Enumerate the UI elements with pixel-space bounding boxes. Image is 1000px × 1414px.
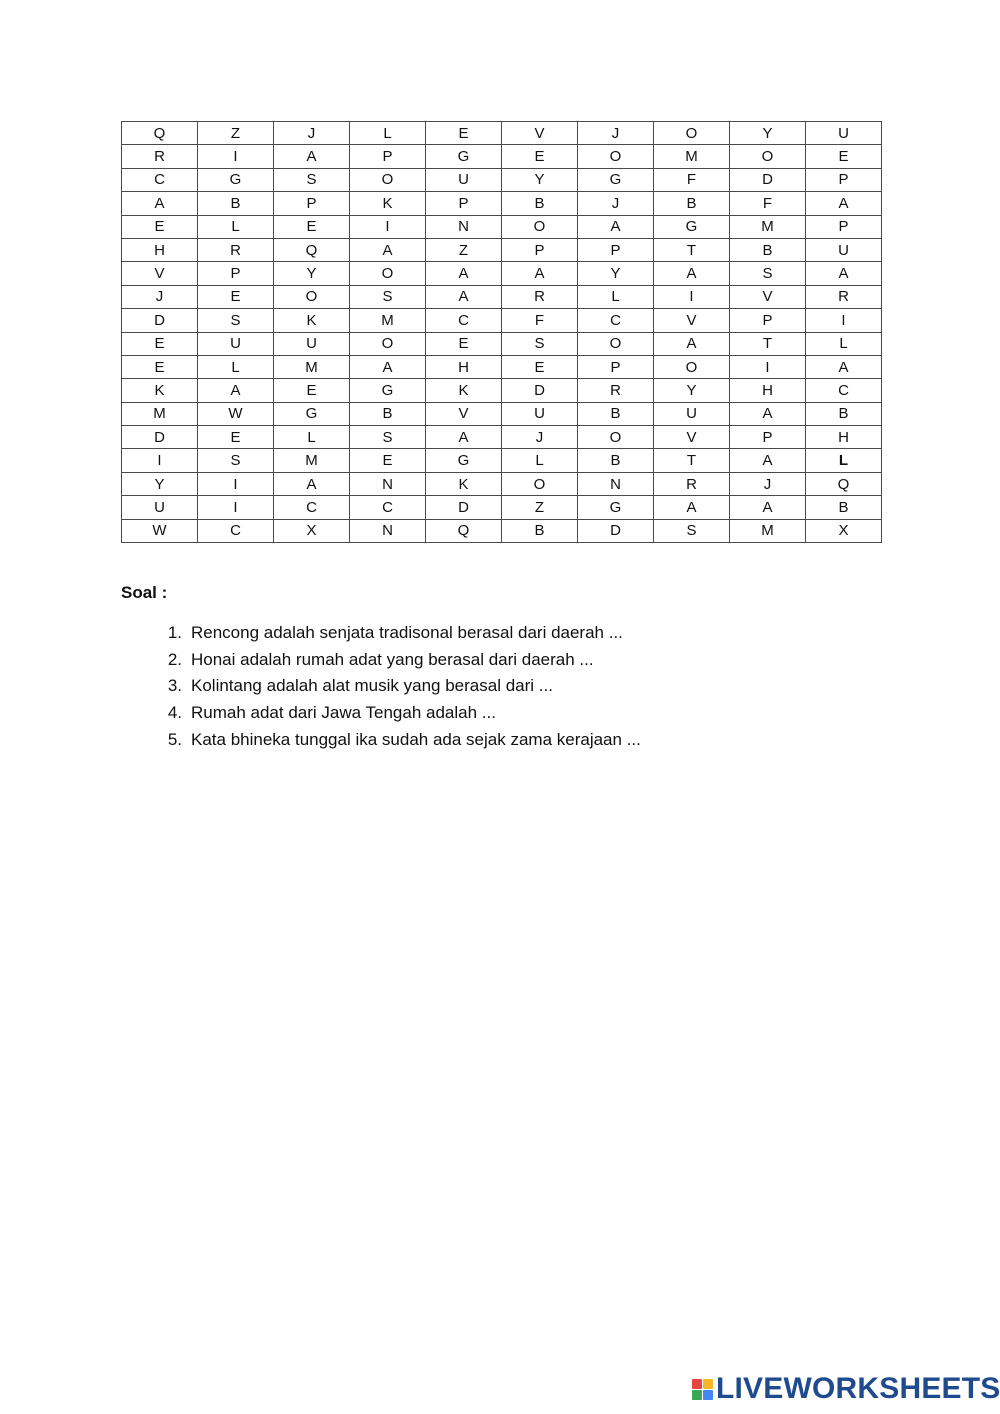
grid-cell[interactable]: N xyxy=(350,472,426,495)
grid-cell[interactable]: K xyxy=(122,379,198,402)
grid-cell[interactable]: U xyxy=(198,332,274,355)
grid-row xyxy=(122,519,882,542)
question-text: Honai adalah rumah adat yang berasal dari daerah ... xyxy=(191,649,594,669)
grid-row xyxy=(122,496,882,519)
grid-cell[interactable]: U xyxy=(274,332,350,355)
grid-cell[interactable]: A xyxy=(578,215,654,238)
grid-cell[interactable]: N xyxy=(350,519,426,542)
grid-cell[interactable]: H xyxy=(730,379,806,402)
grid-cell[interactable]: O xyxy=(654,122,730,145)
grid-cell[interactable]: A xyxy=(730,402,806,425)
liveworksheets-logo[interactable] xyxy=(692,1374,1000,1404)
grid-cell[interactable]: C xyxy=(274,496,350,519)
grid-cell[interactable]: U xyxy=(654,402,730,425)
grid-cell[interactable]: K xyxy=(426,379,502,402)
grid-cell[interactable]: A xyxy=(654,262,730,285)
question-item xyxy=(121,649,641,676)
grid-cell[interactable]: Z xyxy=(502,496,578,519)
grid-cell[interactable]: Y xyxy=(654,379,730,402)
grid-cell[interactable]: O xyxy=(502,215,578,238)
grid-cell[interactable]: D xyxy=(502,379,578,402)
logo-mark-tile xyxy=(692,1379,702,1389)
grid-cell[interactable]: C xyxy=(578,309,654,332)
grid-cell[interactable]: A xyxy=(806,355,882,378)
grid-cell[interactable]: A xyxy=(806,262,882,285)
grid-cell[interactable]: P xyxy=(350,145,426,168)
grid-cell[interactable]: W xyxy=(198,402,274,425)
grid-cell[interactable]: E xyxy=(350,449,426,472)
grid-cell[interactable]: B xyxy=(806,496,882,519)
grid-cell[interactable]: P xyxy=(502,238,578,261)
grid-cell[interactable]: V xyxy=(122,262,198,285)
grid-cell[interactable]: Y xyxy=(122,472,198,495)
grid-cell[interactable]: A xyxy=(350,355,426,378)
logo-text: LIVEWORKSHEETS xyxy=(716,1372,1000,1405)
grid-cell[interactable]: F xyxy=(730,192,806,215)
grid-row xyxy=(122,168,882,191)
question-text: Rumah adat dari Jawa Tengah adalah ... xyxy=(191,703,496,723)
grid-cell[interactable]: T xyxy=(654,449,730,472)
grid-cell[interactable]: M xyxy=(274,449,350,472)
grid-cell[interactable]: I xyxy=(350,215,426,238)
grid-cell[interactable]: E xyxy=(502,355,578,378)
grid-cell[interactable]: O xyxy=(578,332,654,355)
grid-cell[interactable]: P xyxy=(806,168,882,191)
logo-mark-tile xyxy=(703,1390,713,1400)
grid-cell[interactable]: D xyxy=(122,309,198,332)
grid-cell[interactable]: D xyxy=(122,426,198,449)
grid-cell[interactable]: P xyxy=(730,426,806,449)
grid-cell[interactable]: J xyxy=(578,192,654,215)
grid-cell[interactable]: Y xyxy=(730,122,806,145)
grid-cell[interactable]: L xyxy=(502,449,578,472)
grid-cell[interactable]: A xyxy=(730,496,806,519)
grid-cell[interactable]: V xyxy=(426,402,502,425)
grid-cell[interactable]: S xyxy=(502,332,578,355)
grid-cell[interactable]: R xyxy=(806,285,882,308)
grid-cell[interactable]: C xyxy=(198,519,274,542)
grid-cell[interactable]: A xyxy=(502,262,578,285)
grid-cell[interactable]: A xyxy=(122,192,198,215)
grid-cell[interactable]: O xyxy=(350,332,426,355)
question-text: Kata bhineka tunggal ika sudah ada sejak zama kerajaan ... xyxy=(191,729,641,749)
grid-cell[interactable]: O xyxy=(730,145,806,168)
grid-cell[interactable]: C xyxy=(122,168,198,191)
question-item xyxy=(121,675,641,702)
question-number: 3. xyxy=(167,676,182,696)
grid-cell[interactable]: A xyxy=(654,332,730,355)
grid-cell[interactable]: Z xyxy=(198,122,274,145)
grid-cell[interactable]: K xyxy=(350,192,426,215)
grid-cell[interactable]: L xyxy=(350,122,426,145)
grid-cell[interactable]: E xyxy=(198,285,274,308)
grid-cell[interactable]: J xyxy=(122,285,198,308)
logo-mark-tile xyxy=(703,1379,713,1389)
grid-cell[interactable]: H xyxy=(426,355,502,378)
grid-cell[interactable]: P xyxy=(578,238,654,261)
grid-cell[interactable]: P xyxy=(198,262,274,285)
grid-cell[interactable]: O xyxy=(350,262,426,285)
soal-title: Soal : xyxy=(121,583,168,602)
grid-cell[interactable]: G xyxy=(578,496,654,519)
question-item xyxy=(121,622,641,649)
grid-cell[interactable]: O xyxy=(350,168,426,191)
grid-row xyxy=(122,145,882,168)
grid-cell[interactable]: P xyxy=(578,355,654,378)
question-item xyxy=(121,729,641,756)
grid-cell[interactable]: H xyxy=(122,238,198,261)
grid-cell[interactable]: L xyxy=(274,426,350,449)
question-number: 1. xyxy=(167,623,182,642)
grid-cell[interactable]: E xyxy=(122,355,198,378)
grid-row xyxy=(122,402,882,425)
question-item xyxy=(121,702,641,729)
grid-cell[interactable]: I xyxy=(806,309,882,332)
grid-cell[interactable]: I xyxy=(198,472,274,495)
grid-cell[interactable]: M xyxy=(730,519,806,542)
grid-cell[interactable]: A xyxy=(274,472,350,495)
question-list xyxy=(121,622,641,755)
grid-cell[interactable]: A xyxy=(426,262,502,285)
grid-cell[interactable]: S xyxy=(350,285,426,308)
grid-row xyxy=(122,238,882,261)
grid-cell[interactable]: O xyxy=(274,285,350,308)
grid-cell[interactable]: E xyxy=(426,122,502,145)
grid-cell[interactable]: B xyxy=(654,192,730,215)
word-search-grid xyxy=(121,121,882,543)
grid-cell[interactable]: R xyxy=(198,238,274,261)
grid-cell[interactable]: C xyxy=(806,379,882,402)
grid-cell[interactable]: G xyxy=(654,215,730,238)
grid-cell[interactable]: P xyxy=(730,309,806,332)
grid-cell[interactable]: S xyxy=(730,262,806,285)
grid-cell[interactable]: K xyxy=(274,309,350,332)
grid-cell[interactable]: A xyxy=(274,145,350,168)
grid-row xyxy=(122,262,882,285)
grid-row xyxy=(122,192,882,215)
grid-cell[interactable]: G xyxy=(274,402,350,425)
question-text: Rencong adalah senjata tradisonal berasal dari daerah ... xyxy=(191,623,623,642)
grid-row xyxy=(122,285,882,308)
grid-cell[interactable]: V xyxy=(654,309,730,332)
grid-cell[interactable]: V xyxy=(730,285,806,308)
grid-cell[interactable]: W xyxy=(122,519,198,542)
grid-cell[interactable]: Y xyxy=(274,262,350,285)
grid-cell[interactable]: B xyxy=(502,519,578,542)
grid-cell[interactable]: S xyxy=(350,426,426,449)
question-number: 4. xyxy=(167,703,182,723)
grid-cell[interactable]: G xyxy=(578,168,654,191)
grid-cell[interactable]: D xyxy=(578,519,654,542)
grid-row xyxy=(122,472,882,495)
grid-cell[interactable]: S xyxy=(198,449,274,472)
grid-cell[interactable]: D xyxy=(730,168,806,191)
grid-cell[interactable]: E xyxy=(502,145,578,168)
grid-cell[interactable]: L xyxy=(198,215,274,238)
grid-cell[interactable]: T xyxy=(730,332,806,355)
grid-cell[interactable]: O xyxy=(578,426,654,449)
question-number: 5. xyxy=(167,729,182,749)
grid-cell[interactable]: F xyxy=(654,168,730,191)
grid-row xyxy=(122,332,882,355)
grid-cell[interactable]: B xyxy=(806,402,882,425)
grid-cell[interactable]: E xyxy=(122,332,198,355)
grid-cell[interactable]: V xyxy=(502,122,578,145)
grid-row xyxy=(122,122,882,145)
grid-cell[interactable]: B xyxy=(578,402,654,425)
grid-row xyxy=(122,379,882,402)
grid-cell[interactable]: E xyxy=(122,215,198,238)
grid-cell[interactable]: E xyxy=(806,145,882,168)
grid-cell[interactable]: S xyxy=(198,309,274,332)
grid-cell[interactable]: G xyxy=(426,145,502,168)
grid-cell[interactable]: L xyxy=(806,449,882,472)
grid-cell[interactable]: A xyxy=(806,192,882,215)
grid-cell[interactable]: E xyxy=(426,332,502,355)
grid-row xyxy=(122,449,882,472)
grid-cell[interactable]: U xyxy=(502,402,578,425)
grid-cell[interactable]: R xyxy=(502,285,578,308)
grid-cell[interactable]: B xyxy=(350,402,426,425)
grid-cell[interactable]: T xyxy=(654,238,730,261)
grid-row xyxy=(122,355,882,378)
grid-cell[interactable]: N xyxy=(578,472,654,495)
grid-cell[interactable]: Y xyxy=(502,168,578,191)
grid-cell[interactable]: I xyxy=(654,285,730,308)
grid-cell[interactable]: P xyxy=(426,192,502,215)
grid-cell[interactable]: U xyxy=(806,122,882,145)
grid-cell[interactable]: C xyxy=(426,309,502,332)
grid-cell[interactable]: Q xyxy=(122,122,198,145)
grid-cell[interactable]: E xyxy=(274,215,350,238)
grid-cell[interactable]: D xyxy=(426,496,502,519)
grid-cell[interactable]: B xyxy=(578,449,654,472)
grid-cell[interactable]: M xyxy=(122,402,198,425)
grid-cell[interactable]: E xyxy=(198,426,274,449)
grid-cell[interactable]: O xyxy=(654,355,730,378)
grid-cell[interactable]: U xyxy=(806,238,882,261)
grid-cell[interactable]: U xyxy=(426,168,502,191)
grid-cell[interactable]: R xyxy=(578,379,654,402)
grid-cell[interactable]: A xyxy=(730,449,806,472)
grid-cell[interactable]: J xyxy=(578,122,654,145)
grid-cell[interactable]: O xyxy=(502,472,578,495)
grid-cell[interactable]: K xyxy=(426,472,502,495)
grid-cell[interactable]: J xyxy=(274,122,350,145)
grid-cell[interactable]: R xyxy=(654,472,730,495)
question-number: 2. xyxy=(167,649,182,669)
grid-cell[interactable]: P xyxy=(806,215,882,238)
grid-cell[interactable]: G xyxy=(198,168,274,191)
grid-cell[interactable]: A xyxy=(654,496,730,519)
question-text: Kolintang adalah alat musik yang berasal dari ... xyxy=(191,676,553,696)
liveworksheets-logo-icon xyxy=(692,1379,713,1400)
grid-cell[interactable]: U xyxy=(122,496,198,519)
grid-cell[interactable]: M xyxy=(730,215,806,238)
grid-cell[interactable]: A xyxy=(426,285,502,308)
grid-cell[interactable]: B xyxy=(198,192,274,215)
grid-cell[interactable]: J xyxy=(502,426,578,449)
grid-cell[interactable]: Z xyxy=(426,238,502,261)
grid-cell[interactable]: I xyxy=(198,496,274,519)
grid-cell[interactable]: B xyxy=(502,192,578,215)
grid-cell[interactable]: J xyxy=(730,472,806,495)
grid-cell[interactable]: H xyxy=(806,426,882,449)
grid-cell[interactable]: L xyxy=(806,332,882,355)
grid-cell[interactable]: B xyxy=(730,238,806,261)
grid-cell[interactable]: G xyxy=(426,449,502,472)
grid-cell[interactable]: L xyxy=(578,285,654,308)
grid-cell[interactable]: I xyxy=(730,355,806,378)
grid-cell[interactable]: X xyxy=(274,519,350,542)
grid-cell[interactable]: A xyxy=(350,238,426,261)
grid-cell[interactable]: Q xyxy=(806,472,882,495)
grid-cell[interactable]: N xyxy=(426,215,502,238)
grid-cell[interactable]: Y xyxy=(578,262,654,285)
grid-row xyxy=(122,309,882,332)
logo-mark-tile xyxy=(692,1390,702,1400)
grid-cell[interactable]: R xyxy=(122,145,198,168)
grid-cell[interactable]: I xyxy=(198,145,274,168)
grid-cell[interactable]: A xyxy=(426,426,502,449)
grid-cell[interactable]: S xyxy=(274,168,350,191)
grid-cell[interactable]: M xyxy=(654,145,730,168)
grid-cell[interactable]: X xyxy=(806,519,882,542)
grid-row xyxy=(122,215,882,238)
grid-cell[interactable]: O xyxy=(578,145,654,168)
grid-cell[interactable]: Q xyxy=(274,238,350,261)
grid-row xyxy=(122,426,882,449)
grid-cell[interactable]: L xyxy=(198,355,274,378)
grid-cell[interactable]: F xyxy=(502,309,578,332)
grid-cell[interactable]: C xyxy=(350,496,426,519)
grid-cell[interactable]: M xyxy=(350,309,426,332)
grid-cell[interactable]: V xyxy=(654,426,730,449)
grid-cell[interactable]: I xyxy=(122,449,198,472)
grid-cell[interactable]: G xyxy=(350,379,426,402)
grid-cell[interactable]: S xyxy=(654,519,730,542)
grid-cell[interactable]: E xyxy=(274,379,350,402)
grid-cell[interactable]: P xyxy=(274,192,350,215)
grid-cell[interactable]: M xyxy=(274,355,350,378)
grid-cell[interactable]: A xyxy=(198,379,274,402)
grid-cell[interactable]: Q xyxy=(426,519,502,542)
